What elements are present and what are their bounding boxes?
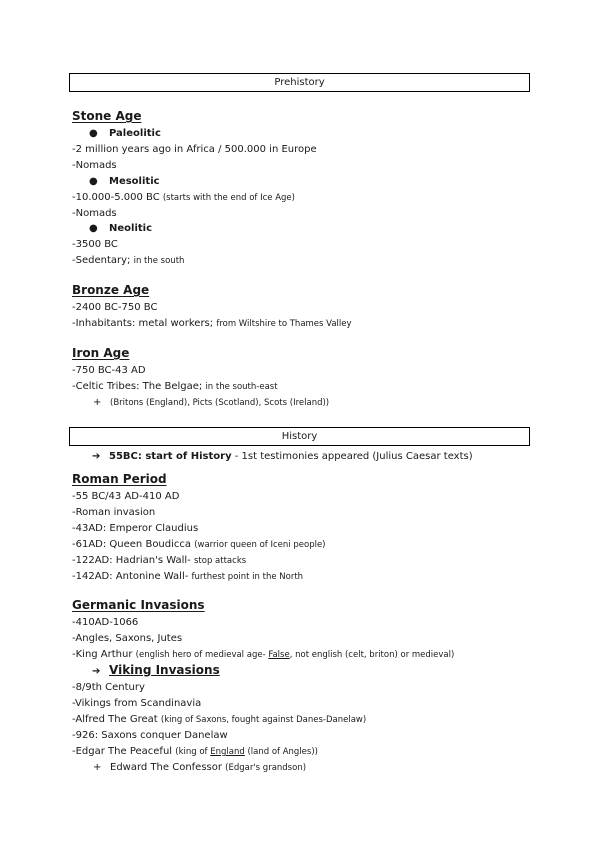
- roman-period-heading: Roman Period: [72, 472, 167, 486]
- paleolitic-bullet: [89, 127, 161, 140]
- neolitic-bullet: [89, 222, 152, 235]
- edgar-note-b: (land of Angles)): [244, 747, 318, 757]
- history-title-box: [69, 427, 530, 446]
- roman-boudicca-note: (warrior queen of Iceni people): [194, 540, 326, 550]
- neolitic-note: in the south: [133, 256, 185, 266]
- germanic-invasions-heading: Germanic Invasions: [72, 598, 205, 612]
- roman-hadrian-note: stop attacks: [194, 556, 247, 566]
- viking-invasions-item: [92, 664, 220, 678]
- roman-line-1: -55 BC/43 AD-410 AD: [72, 491, 180, 502]
- iron-note: in the south-east: [205, 382, 278, 392]
- iron-line-1: -750 BC-43 AD: [72, 365, 146, 376]
- neolitic-label: Neolitic: [109, 223, 153, 234]
- history-start-rest: - 1st testimonies appeared (Julius Caesar texts): [231, 451, 473, 462]
- mesolitic-dates: -10.000-5.000 BC: [72, 192, 163, 203]
- roman-hadrian: -122AD: Hadrian's Wall-: [72, 555, 194, 566]
- roman-line-2: -Roman invasion: [72, 507, 156, 518]
- roman-line-4: [72, 538, 326, 552]
- stone-age-heading: Stone Age: [72, 109, 142, 123]
- iron-age-heading: Iron Age: [72, 346, 130, 360]
- bronze-note: from Wiltshire to Thames Valley: [216, 319, 352, 329]
- germanic-line-2: -Angles, Saxons, Jutes: [72, 633, 183, 644]
- iron-plus-item: [93, 396, 329, 410]
- paleolitic-line-2: -Nomads: [72, 160, 117, 171]
- paleolitic-line-1: -2 million years ago in Africa / 500.000 in Europe: [72, 144, 317, 155]
- history-title: History: [281, 431, 318, 442]
- neolitic-line-2: [72, 254, 184, 268]
- germanic-line-1: -410AD-1066: [72, 617, 139, 628]
- king-arthur: -King Arthur: [72, 649, 136, 660]
- paleolitic-label: Paleolitic: [109, 128, 161, 139]
- history-start-bold: 55BC: start of History: [109, 451, 232, 462]
- iron-celtic-tribes: -Celtic Tribes: The Belgae;: [72, 381, 206, 392]
- king-arthur-false: False: [268, 650, 290, 660]
- plus-icon: +: [93, 762, 102, 773]
- bullet-icon: ●: [89, 176, 98, 187]
- bullet-icon: ●: [89, 223, 98, 234]
- edward-plus-item: [93, 761, 306, 775]
- neolitic-sedentary: -Sedentary;: [72, 255, 134, 266]
- alfred-the-great: -Alfred The Great: [72, 714, 161, 725]
- edgar-england: England: [210, 747, 245, 757]
- mesolitic-label: Mesolitic: [109, 176, 160, 187]
- viking-invasions-heading: Viking Invasions: [109, 663, 220, 677]
- roman-line-5: [72, 554, 246, 568]
- neolitic-line-1: -3500 BC: [72, 239, 118, 250]
- history-start-item: [92, 450, 473, 463]
- roman-boudicca: -61AD: Queen Boudicca: [72, 539, 195, 550]
- prehistory-title: Prehistory: [274, 77, 325, 88]
- bronze-line-1: -2400 BC-750 BC: [72, 302, 158, 313]
- bullet-icon: ●: [89, 128, 98, 139]
- roman-line-3: -43AD: Emperor Claudius: [72, 523, 199, 534]
- arrow-icon: ➔: [92, 451, 101, 462]
- roman-line-6: [72, 570, 303, 584]
- roman-antonine-note: furthest point in the North: [191, 572, 304, 582]
- edward-the-confessor: Edward The Confessor: [110, 762, 226, 773]
- roman-antonine: -142AD: Antonine Wall-: [72, 571, 192, 582]
- plus-icon: +: [93, 397, 102, 408]
- bronze-line-2: [72, 317, 352, 331]
- viking-line-2: -Vikings from Scandinavia: [72, 698, 202, 709]
- alfred-note: (king of Saxons, fought against Danes-Danelaw): [160, 715, 367, 725]
- viking-line-5: [72, 745, 318, 759]
- edgar-note-a: (king of: [175, 747, 211, 757]
- mesolitic-bullet: [89, 175, 160, 188]
- viking-line-4: [72, 729, 228, 742]
- edgar-the-peaceful: -Edgar The Peaceful: [72, 746, 176, 757]
- bronze-age-heading: Bronze Age: [72, 283, 150, 297]
- edward-note: (Edgar's grandson): [225, 763, 307, 773]
- bronze-inhabitants: -Inhabitants: metal workers;: [72, 318, 217, 329]
- prehistory-title-box: [69, 73, 530, 92]
- germanic-line-3: [72, 648, 454, 662]
- viking-line-3: [72, 713, 366, 727]
- mesolitic-line-1: [72, 191, 295, 205]
- viking-line-1: -8/9th Century: [72, 682, 145, 693]
- arrow-icon: ➔: [92, 666, 101, 677]
- iron-peoples: (Britons (England), Picts (Scotland), Scots (Ireland)): [110, 398, 330, 408]
- mesolitic-line-2: -Nomads: [72, 208, 117, 219]
- saxons-conquer: Saxons conquer Danelaw: [101, 730, 228, 741]
- king-arthur-note-a: (english hero of medieval age-: [135, 650, 269, 660]
- mesolitic-note: (starts with the end of Ice Age): [162, 193, 295, 203]
- year-926: -926:: [72, 730, 102, 741]
- king-arthur-note-b: , not english (celt, briton) or medieval): [289, 650, 455, 660]
- iron-line-2: [72, 380, 278, 394]
